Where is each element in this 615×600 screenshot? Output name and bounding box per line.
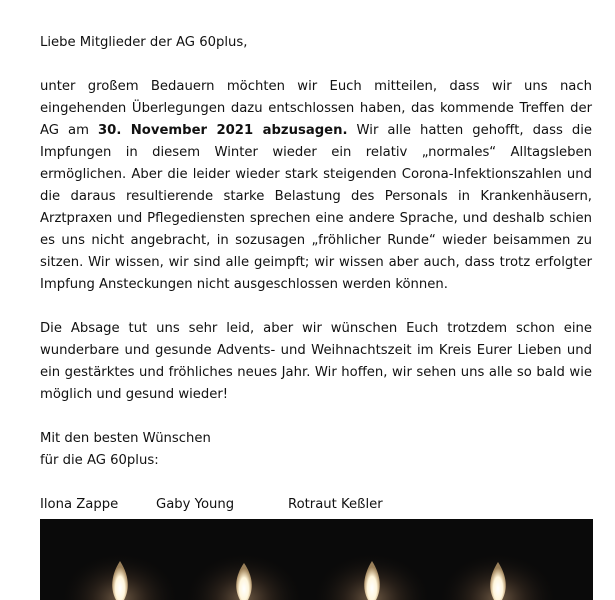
paragraph-wishes: Die Absage tut uns sehr leid, aber wir wünschen Euch trotzdem schon eine wunderbare und gesunde Advents- und Weihnachtszeit im Kreis Eurer Lieben und ein gestärktes und fröhliches neues Jahr. Wir hoffen, wir sehen uns alle so bald wie möglich und gesund wieder! — [40, 321, 592, 402]
cancellation-date-bold: 30. November 2021 abzusagen. — [97, 123, 348, 138]
closing-line-1: Mit den besten Wünschen — [40, 431, 211, 446]
signer-name: Gaby Young — [156, 497, 235, 512]
closing-line-2: für die AG 60plus: — [40, 453, 159, 468]
candles-image — [40, 519, 593, 600]
paragraph-cancellation — [40, 76, 592, 296]
candles-photo — [40, 519, 593, 600]
signers — [40, 494, 592, 516]
closing — [40, 428, 592, 472]
paragraph-cancellation-text-2: Wir alle hatten gehofft, dass die Impfungen in diesem Winter wieder ein relativ „normales“ Alltagsleben ermöglichen. Aber die leider wieder stark steigenden Corona-Infektionszahlen und die daraus resultierende starke Belastung des Personals in Krankenhäusern, Arztpraxen und Pflegediensten sprechen eine andere Sprache, und deshalb schien es uns nicht angebracht, in sozusagen „fröhlicher Runde“ wieder beisammen zu sitzen. Wir wissen, wir sind alle geimpft; wir wissen aber auch, dass trotz erfolgter Impfung Ansteckungen nicht ausgeschlossen werden können. — [40, 123, 592, 292]
signer-name: Rotraut Keßler — [288, 497, 383, 512]
signer-name: Ilona Zappe — [40, 497, 119, 512]
paragraph-cancellation-text-1: unter großem Bedauern möchten wir Euch mitteilen, dass wir uns nach eingehenden Überlegungen dazu entschlossen haben, das kommende Treffen der AG am — [40, 79, 592, 138]
greeting: Liebe Mitglieder der AG 60plus, — [40, 35, 248, 50]
letter — [40, 32, 592, 516]
